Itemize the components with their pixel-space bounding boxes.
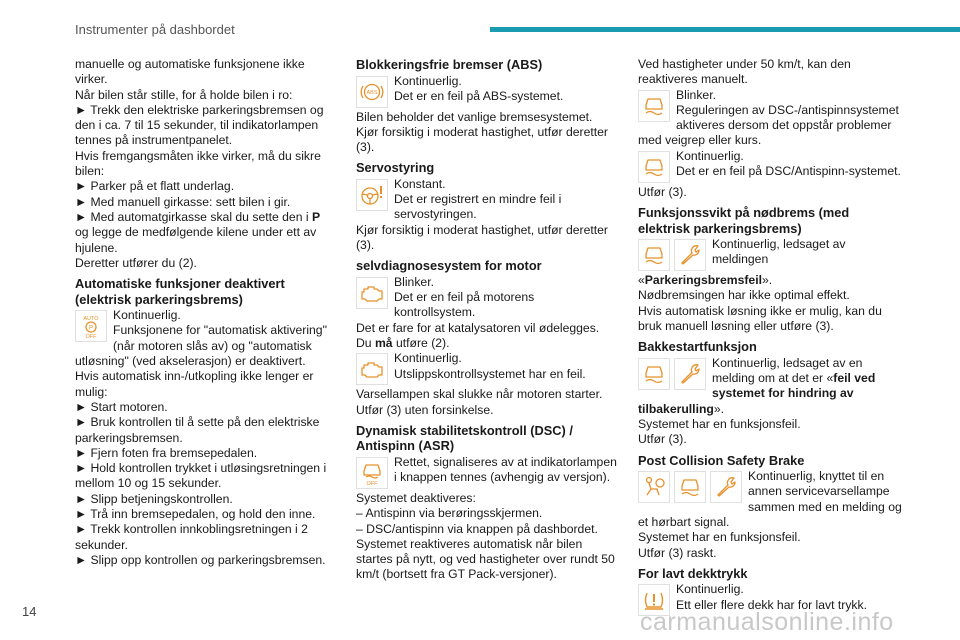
text-line: Utfør (3) raskt. <box>638 545 717 560</box>
auto-off-icon <box>75 310 107 342</box>
icon-group <box>638 90 670 122</box>
text-line: Ved hastigheter under 50 km/t, kan den reaktiveres manuelt. <box>638 57 851 87</box>
text-line: Det er en feil på DSC/Antispinn-systemet. <box>676 164 901 179</box>
watermark: carmanualsonline.info <box>640 608 894 636</box>
car-icon <box>674 471 706 503</box>
text-line: Hvis automatisk inn-/utkopling ikke lenger er mulig: <box>75 369 314 399</box>
text-span: ». <box>761 273 773 288</box>
text-line: Utfør (3). <box>638 432 687 447</box>
section-title: For lavt dekktrykk <box>638 565 748 581</box>
wrench-icon <box>674 358 706 390</box>
text-span: ► Med automatgirkasse skal du sette den i <box>75 209 312 224</box>
svg-text:OFF: OFF <box>85 334 97 340</box>
text-span: og legge de medfølgende kilene under ett av hjulene. <box>75 225 317 255</box>
text-line: Det er registrert en mindre feil i servostyringen. <box>394 192 562 222</box>
text-span: Kontinuerlig, ledsaget av en melding om at det er « <box>712 355 863 386</box>
header-accent-bar <box>490 27 960 32</box>
running-header: Instrumenter på dashbordet <box>75 22 235 37</box>
section-title: Post Collision Safety Brake <box>638 452 805 468</box>
text-line: ► Parker på et flatt underlag. <box>75 179 235 194</box>
text-line: Det er en feil på ABS-systemet. <box>394 88 564 103</box>
icon-group <box>638 471 742 503</box>
section-title: selvdiagnosesystem for motor <box>356 258 542 274</box>
text-line: Kontinuerlig. <box>113 308 181 323</box>
svg-text:ABS: ABS <box>366 89 378 96</box>
column-2 <box>356 57 618 583</box>
text-span: « <box>638 273 645 288</box>
icon-group <box>75 310 107 342</box>
section-title: Servostyring <box>356 160 435 176</box>
svg-text:AUTO: AUTO <box>83 316 99 323</box>
text-line: Kontinuerlig, knyttet til en annen servicevarsellampe sammen med en melding og et hørbart signal. <box>638 469 902 529</box>
text-line: Utslippskontrollsystemet har en feil. <box>394 366 586 381</box>
text-line: manuelle og automatiske funksjonene ikke virker. <box>75 57 305 87</box>
text-line: Utfør (3). <box>638 184 687 199</box>
text-line: Kontinuerlig. <box>676 582 744 597</box>
bold-text: Parkeringsbremsfeil <box>644 273 762 288</box>
text-line <box>638 273 903 288</box>
abs-icon <box>356 76 388 108</box>
text-span: ». <box>713 401 725 416</box>
text-line: Det er en feil på motorens kontrollsystem. <box>394 290 535 320</box>
icon-group <box>356 353 388 385</box>
icon-group <box>356 457 388 489</box>
text-line: Bilen beholder det vanlige bremsesystemet. <box>356 109 593 124</box>
text-line: Kontinuerlig. <box>676 148 744 163</box>
text-line: Systemet reaktiveres automatisk når bilen startes på nytt, og ved hastigheter over rundt 50 km/t (bortsett fra GT Pack-versjoner). <box>356 536 615 582</box>
icon-group <box>356 179 388 211</box>
text-line: Kjør forsiktig i moderat hastighet, utfør deretter (3). <box>356 222 608 253</box>
text-line: Funksjonene for "automatisk aktivering" (når motoren slås av) og "automatisk utløsning" (ved akselerasjon) er deaktivert. <box>75 323 327 369</box>
text-line: Konstant. <box>394 176 446 191</box>
text-line: Når bilen står stille, for å holde bilen i ro: <box>75 87 293 102</box>
wrench-icon <box>710 471 742 503</box>
text-line: Reguleringen av DSC-/antispinnsystemet aktiveres dersom det oppstår problemer med veigrep eller kurs. <box>638 102 899 148</box>
svg-text:P: P <box>88 325 94 332</box>
engine-icon <box>356 277 388 309</box>
section-title: Bakkestartfunksjon <box>638 339 757 355</box>
page-number: 14 <box>22 604 37 619</box>
text-line: ► Start motoren. <box>75 399 168 414</box>
text-line: Nødbremsingen har ikke optimal effekt. <box>638 288 850 303</box>
text-line: ► Hold kontrollen trykket i utløsingsretningen i mellom 10 og 15 sekunder. <box>75 461 327 491</box>
icon-group <box>638 358 706 390</box>
text-line: ► Fjern foten fra bremsepedalen. <box>75 445 258 460</box>
dsc-icon <box>638 151 670 183</box>
text-line: ► Trekk kontrollen innkoblingsretningen i 2 sekunder. <box>75 522 308 552</box>
text-line: Utfør (3) uten forsinkelse. <box>356 402 494 417</box>
section-title: Dynamisk stabilitetskontroll (DSC) / Antispinn (ASR) <box>356 422 573 454</box>
column-3 <box>638 57 903 618</box>
icon-group <box>356 76 388 108</box>
text-line: Det er fare for at katalysatoren vil ødelegges. <box>356 320 600 335</box>
section-title: Funksjonssvikt på nødbrems (med elektrisk parkeringsbrems) <box>638 205 850 236</box>
bold-text: feil ved systemet for hindring av tilbakerulling <box>638 371 876 416</box>
bold-text: må <box>374 336 393 351</box>
text-line: Kontinuerlig. <box>394 73 462 88</box>
section-title: Automatiske funksjoner deaktivert (elektrisk parkeringsbrems) <box>75 276 285 307</box>
text-line: ► Med manuell girkasse: sett bilen i gir. <box>75 194 291 209</box>
car-icon <box>638 239 670 271</box>
text-line: Ett eller flere dekk har for lavt trykk. <box>676 597 868 612</box>
text-line: Blinker. <box>676 87 716 102</box>
icon-group <box>356 277 388 309</box>
person-airbag-icon <box>638 471 670 503</box>
text-line: Systemet har en funksjonsfeil. <box>638 416 801 431</box>
text-line: Rettet, signaliseres av at indikatorlampen i knappen tennes (avhengig av versjon). <box>394 454 617 485</box>
wrench-icon <box>674 239 706 271</box>
section-title: Blokkeringsfrie bremser (ABS) <box>356 57 543 72</box>
text-line: ► Slipp opp kontrollen og parkeringsbremsen. <box>75 552 326 567</box>
steering-wheel-warning-icon <box>356 179 388 211</box>
icon-group <box>638 151 670 183</box>
text-line: Hvis fremgangsmåten ikke virker, må du sikre bilen: <box>75 148 321 179</box>
car-icon <box>638 358 670 390</box>
bold-text: P <box>311 209 321 224</box>
dsc-off-icon <box>356 457 388 489</box>
text-line: – DSC/antispinn via knappen på dashbordet. <box>356 521 598 536</box>
text-line: Varsellampen skal slukke når motoren starter. <box>356 387 603 402</box>
text-line: Systemet har en funksjonsfeil. <box>638 530 801 545</box>
svg-text:OFF: OFF <box>366 480 378 486</box>
text-line: ► Trekk den elektriske parkeringsbremsen og den i ca. 7 til 15 sekunder, til indikatorlampen tennes på instrumentpanelet. <box>75 102 324 148</box>
text-line: Blinker. <box>394 274 434 289</box>
engine-icon <box>356 353 388 385</box>
text-line: Systemet deaktiveres: <box>356 490 476 505</box>
text-line: Deretter utfører du (2). <box>75 255 197 270</box>
text-line: Kjør forsiktig i moderat hastighet, utfør deretter (3). <box>356 124 608 155</box>
text-line: Kontinuerlig. <box>394 351 462 366</box>
dsc-icon <box>638 90 670 122</box>
text-line: – Antispinn via berøringsskjermen. <box>356 506 543 521</box>
text-line: ► Slipp betjeningskontrollen. <box>75 491 233 506</box>
text-line: ► Trå inn bremsepedalen, og hold den inne. <box>75 507 316 522</box>
text-line: Kontinuerlig, ledsaget av meldingen <box>712 237 846 267</box>
text-span: Du <box>356 336 375 351</box>
text-line: ► Bruk kontrollen til å sette på den elektriske parkeringsbremsen. <box>75 415 320 445</box>
text-span: utføre (2). <box>392 336 450 351</box>
text-line <box>75 210 337 256</box>
column-1 <box>75 57 337 568</box>
text-line: Hvis automatisk løsning ikke er mulig, kan du bruk manuell løsning eller utføre (3). <box>638 303 882 333</box>
icon-group <box>638 239 706 271</box>
text-line <box>356 336 618 351</box>
